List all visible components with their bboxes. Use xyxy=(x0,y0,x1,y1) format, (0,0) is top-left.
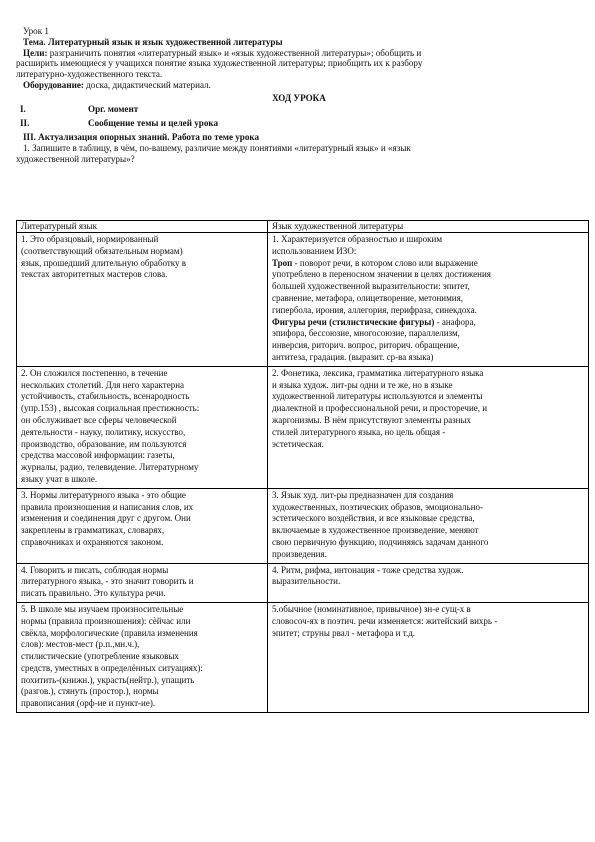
cell-line: литературного языка, - это значит говорить и xyxy=(21,576,194,587)
cell-line: 5.обычное (номинативное, привычное) зн-е сущ-х в xyxy=(272,603,471,614)
cell-line: (разгов.), стянуть (простор.), нормы xyxy=(21,686,159,697)
term-highlight: Троп xyxy=(272,257,293,268)
cell-line: и языка худож. лит-ры одни и те же, но в языке xyxy=(272,379,453,390)
equipment-line xyxy=(16,80,582,91)
equipment-label: Оборудование: xyxy=(23,79,84,90)
cell-literary-language xyxy=(17,602,268,712)
cell-line: правила произношения и написания слов, их xyxy=(21,501,194,512)
topic-label: Тема. xyxy=(23,36,46,47)
cell-line: (упр.153) , высокая социальная престижность: xyxy=(21,403,200,414)
cell-line: производство, образование, им пользуются xyxy=(21,438,187,449)
cell-line: использованием ИЗО: xyxy=(272,245,357,256)
cell-line: сравнение, метафора, олицетворение, метонимия, xyxy=(272,292,464,303)
cell-line: языку учат в школе. xyxy=(21,473,98,484)
cell-line: текстах авторитетных мастеров слова. xyxy=(21,269,168,280)
cell-line: 2. Он сложился постепенно, в течение xyxy=(21,367,168,378)
cell-literary-language xyxy=(17,563,268,602)
table-row xyxy=(17,563,589,602)
goals-text-3: литературно-художественного текста. xyxy=(16,69,163,80)
goals-text-1: разграничить понятия «литературный язык» и «язык художественной литературы»; обобщить и xyxy=(47,47,422,58)
table-row xyxy=(17,366,589,488)
table-row xyxy=(17,602,589,712)
equipment-text: доска, дидактический материал. xyxy=(83,79,211,90)
comparison-table xyxy=(16,220,589,713)
cell-line: слов): местов-мест (р.п.,мн.ч.), xyxy=(21,639,140,650)
topic-text: Литературный язык и язык художественной литературы xyxy=(48,36,283,47)
cell-line: свою первичную функцию, подчиняясь задачам данного xyxy=(272,536,489,547)
cell-line: стилистические (употребление языковых xyxy=(21,651,179,662)
task-text-1: 1. Запишите в таблицу, в чём, по-вашему, различие между понятиями «литературный язык» и «язык xyxy=(23,143,411,154)
cell-line: свёкла, морфологические (правила изменения xyxy=(21,627,198,638)
cell-fiction-language xyxy=(268,488,589,563)
cell-literary-language xyxy=(17,488,268,563)
cell-line: устойчивость, стабильность, всенародность xyxy=(21,391,190,402)
cell-line: правописания (орф-ие и пункт-ие). xyxy=(21,698,156,709)
topic-line xyxy=(16,37,582,48)
cell-line: изменения и соединения друг с другом. Они xyxy=(21,513,191,524)
cell-line: 1. Это образцовый, нормированный xyxy=(21,234,159,244)
cell-line: справочниках и охраняются законом. xyxy=(21,536,164,547)
cell-line: словосоч-ях в поэтич. речи изменяется: житейский вихрь - xyxy=(272,615,498,626)
cell-line: 4. Ритм, рифма, интонация - тоже средства худож. xyxy=(272,564,464,575)
table-body xyxy=(17,233,589,713)
cell-line: Фигуры речи (стилистические фигуры) - анафора, xyxy=(272,316,476,327)
cell-line: большей художественной выразительности: эпитет, xyxy=(272,281,470,292)
cell-line: средства массовой информации: газеты, xyxy=(21,450,175,461)
cell-line: 4. Говорить и писать, соблюдая нормы xyxy=(21,564,169,575)
cell-line: 1. Характеризуется образностью и широким xyxy=(272,234,443,244)
cell-line: художественных, поэтических образов, эмоционально- xyxy=(272,501,484,512)
section-3-title: III. Актуализация опорных знаний. Работа по теме урока xyxy=(23,131,260,142)
step-2 xyxy=(16,118,582,129)
cell-line: 3. Нормы литературного языка - это общие xyxy=(21,489,186,500)
cell-line: нескольких столетий. Для него характерна xyxy=(21,379,185,390)
cell-line: диалектной и профессиональной речи, и просторечие, и xyxy=(272,403,488,414)
cell-line: произведения. xyxy=(272,548,327,559)
table-row xyxy=(17,488,589,563)
cell-line: писать правильно. Это культура речи. xyxy=(21,588,166,599)
step-1 xyxy=(16,104,582,115)
cell-line: деятельности - науку, политику, искусство, xyxy=(21,426,186,437)
cell-literary-language xyxy=(17,233,268,367)
table-header-row xyxy=(17,221,589,233)
task-text-2: художественной литературы»? xyxy=(16,154,135,165)
column-header-fiction-language: Язык художественной литературы xyxy=(268,221,589,233)
cell-line: похитить-(книжн.), украсть(нейтр.), упащить xyxy=(21,674,195,685)
course-title: ХОД УРОКА xyxy=(272,92,326,103)
cell-line: средств, уместных в определённых ситуациях): xyxy=(21,662,203,673)
cell-line: (соответствующий обязательным нормам) xyxy=(21,245,183,256)
cell-line: жаргонизмы. В нём присутствуют элементы разных xyxy=(272,414,472,425)
column-header-literary-language: Литературный язык xyxy=(17,221,268,233)
cell-fiction-language xyxy=(268,563,589,602)
cell-line: 5. В школе мы изучаем произносительные xyxy=(21,603,184,614)
cell-line: Троп - поворот речи, в котором слово или выражение xyxy=(272,257,478,268)
lesson-header xyxy=(16,26,582,165)
cell-line: выразительности. xyxy=(272,576,341,587)
goals-line xyxy=(16,48,582,59)
cell-line: эстетического воздействия, и все языковые средства, xyxy=(272,513,475,524)
step-number: II. xyxy=(20,117,30,128)
cell-line: антитеза, градация. (выразит. ср-ва языка) xyxy=(272,351,434,362)
term-highlight: Фигуры речи (стилистические фигуры) xyxy=(272,316,435,327)
goals-text-2: расширить имеющиеся у учащихся понятие языка художественной литературы; приобщить их к разбору xyxy=(16,58,423,69)
cell-line: эпифора, бессоюзие, многосоюзие, параллелизм, xyxy=(272,328,460,339)
cell-line: журналы, радио, телевидение. Литературному xyxy=(21,462,199,473)
cell-line: язык, прошедший длительную обработку в xyxy=(21,257,187,268)
cell-line: художественной литературы используются и элементы xyxy=(272,391,483,402)
table-row xyxy=(17,233,589,367)
cell-line: 2. Фонетика, лексика, грамматика литературного языка xyxy=(272,367,484,378)
cell-literary-language xyxy=(17,366,268,488)
cell-line: инверсия, риторич. вопрос, риторич. обращение, xyxy=(272,340,460,351)
step-number: I. xyxy=(20,103,26,114)
cell-fiction-language xyxy=(268,233,589,367)
goals-label: Цели: xyxy=(23,47,48,58)
cell-line: включаемые в художественное произведение, меняют xyxy=(272,525,479,536)
cell-line: он обслуживает все сферы человеческой xyxy=(21,414,177,425)
step-text: Орг. момент xyxy=(88,103,139,114)
cell-line: закреплены в грамматиках, словарях, xyxy=(21,525,165,536)
cell-fiction-language xyxy=(268,602,589,712)
cell-fiction-language xyxy=(268,366,589,488)
cell-line: стилей литературного языка, но цель общая - xyxy=(272,426,446,437)
step-text: Сообщение темы и целей урока xyxy=(88,117,219,128)
cell-line: нормы (правила произношения): сѐйчас или xyxy=(21,615,191,626)
cell-line: употреблено в переносном значении в целях достижения xyxy=(272,269,491,280)
cell-line: эпитет; струны рвал - метафора и т.д. xyxy=(272,627,416,638)
lesson-number: Урок 1 xyxy=(23,26,49,36)
cell-line: эстетическая. xyxy=(272,438,324,449)
cell-line: гипербола, ирония, аллегория, перифраза, синекдоха. xyxy=(272,304,477,315)
cell-line: 3. Язык худ. лит-ры предназначен для создания xyxy=(272,489,454,500)
